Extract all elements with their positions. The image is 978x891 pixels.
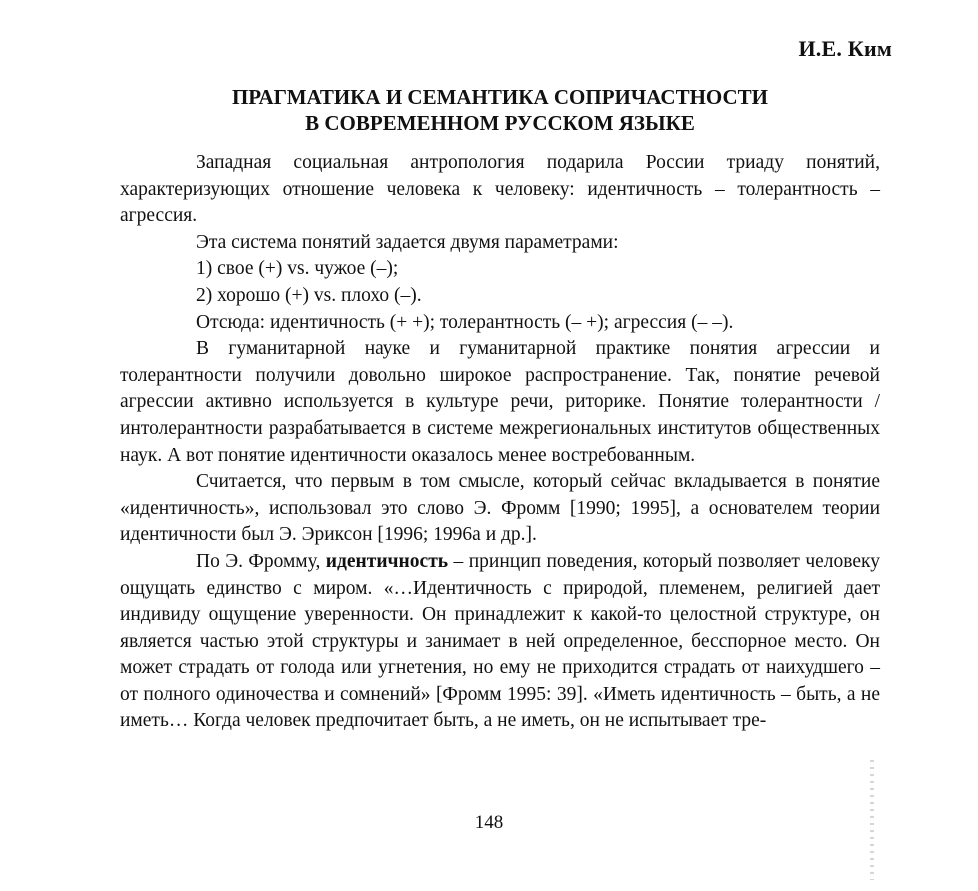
paragraph-6	[120, 549, 880, 735]
paragraph-6-rest: – принцип поведения, который позволяет человеку ощущать единство с миром. «…Идентичность с природой, племенем, религией дает индивиду ощущение уверенности. Он принадлежит к какой-то целостной структуре, он является частью этой структуры и занимает в ней определенное, бесспорное место. Он может страдать от голода или угнетения, но ему не приходится страдать от наихудшего – от полного одиночества и сомнений» [Фромм 1995: 39]. «Иметь идентичность – быть, а не иметь… Когда человек предпочитает быть, а не иметь, он не испытывает тре-	[120, 550, 880, 732]
title-line-2: В СОВРЕМЕННОМ РУССКОМ ЯЗЫКЕ	[305, 111, 695, 135]
paragraph-6-start: По Э. Фромму,	[196, 550, 326, 572]
paragraph-3: Отсюда: идентичность (+ +); толерантность (– +); агрессия (– –).	[196, 311, 734, 333]
paragraph-5: Считается, что первым в том смысле, который сейчас вкладывается в понятие «идентичность», использовал это слово Э. Фромм [1990; 1995], а основателем теории идентичности был Э. Эриксон [1996; 1996а и др.].	[120, 471, 880, 546]
list-item-1: 1) свое (+) vs. чужое (–);	[196, 258, 399, 280]
author-name: И.Е. Ким	[798, 36, 892, 61]
term-identity: идентичность	[325, 550, 449, 572]
scan-edge-artifact	[870, 760, 874, 880]
paragraph-4: В гуманитарной науке и гуманитарной практике понятия агрессии и толерантности получили довольно широкое распространение. Так, понятие речевой агрессии активно используется в культуре речи, риторике. Понятие толерантности / интолерантности разрабатывается в системе межрегиональных институтов общественных наук. А вот понятие идентичности оказалось менее востребованным.	[120, 338, 880, 466]
article-body	[120, 150, 880, 735]
paragraph-1: Западная социальная антропология подарила России триаду понятий, характеризующих отношение человека к человеку: идентичность – толерантность – агрессия.	[120, 152, 880, 227]
title-line-1: ПРАГМАТИКА И СЕМАНТИКА СОПРИЧАСТНОСТИ	[231, 85, 769, 109]
list-item-2: 2) хорошо (+) vs. плохо (–).	[196, 284, 422, 306]
paragraph-2: Эта система понятий задается двумя параметрами:	[196, 231, 619, 253]
article-title	[120, 84, 880, 136]
page-number: 148	[474, 812, 504, 833]
